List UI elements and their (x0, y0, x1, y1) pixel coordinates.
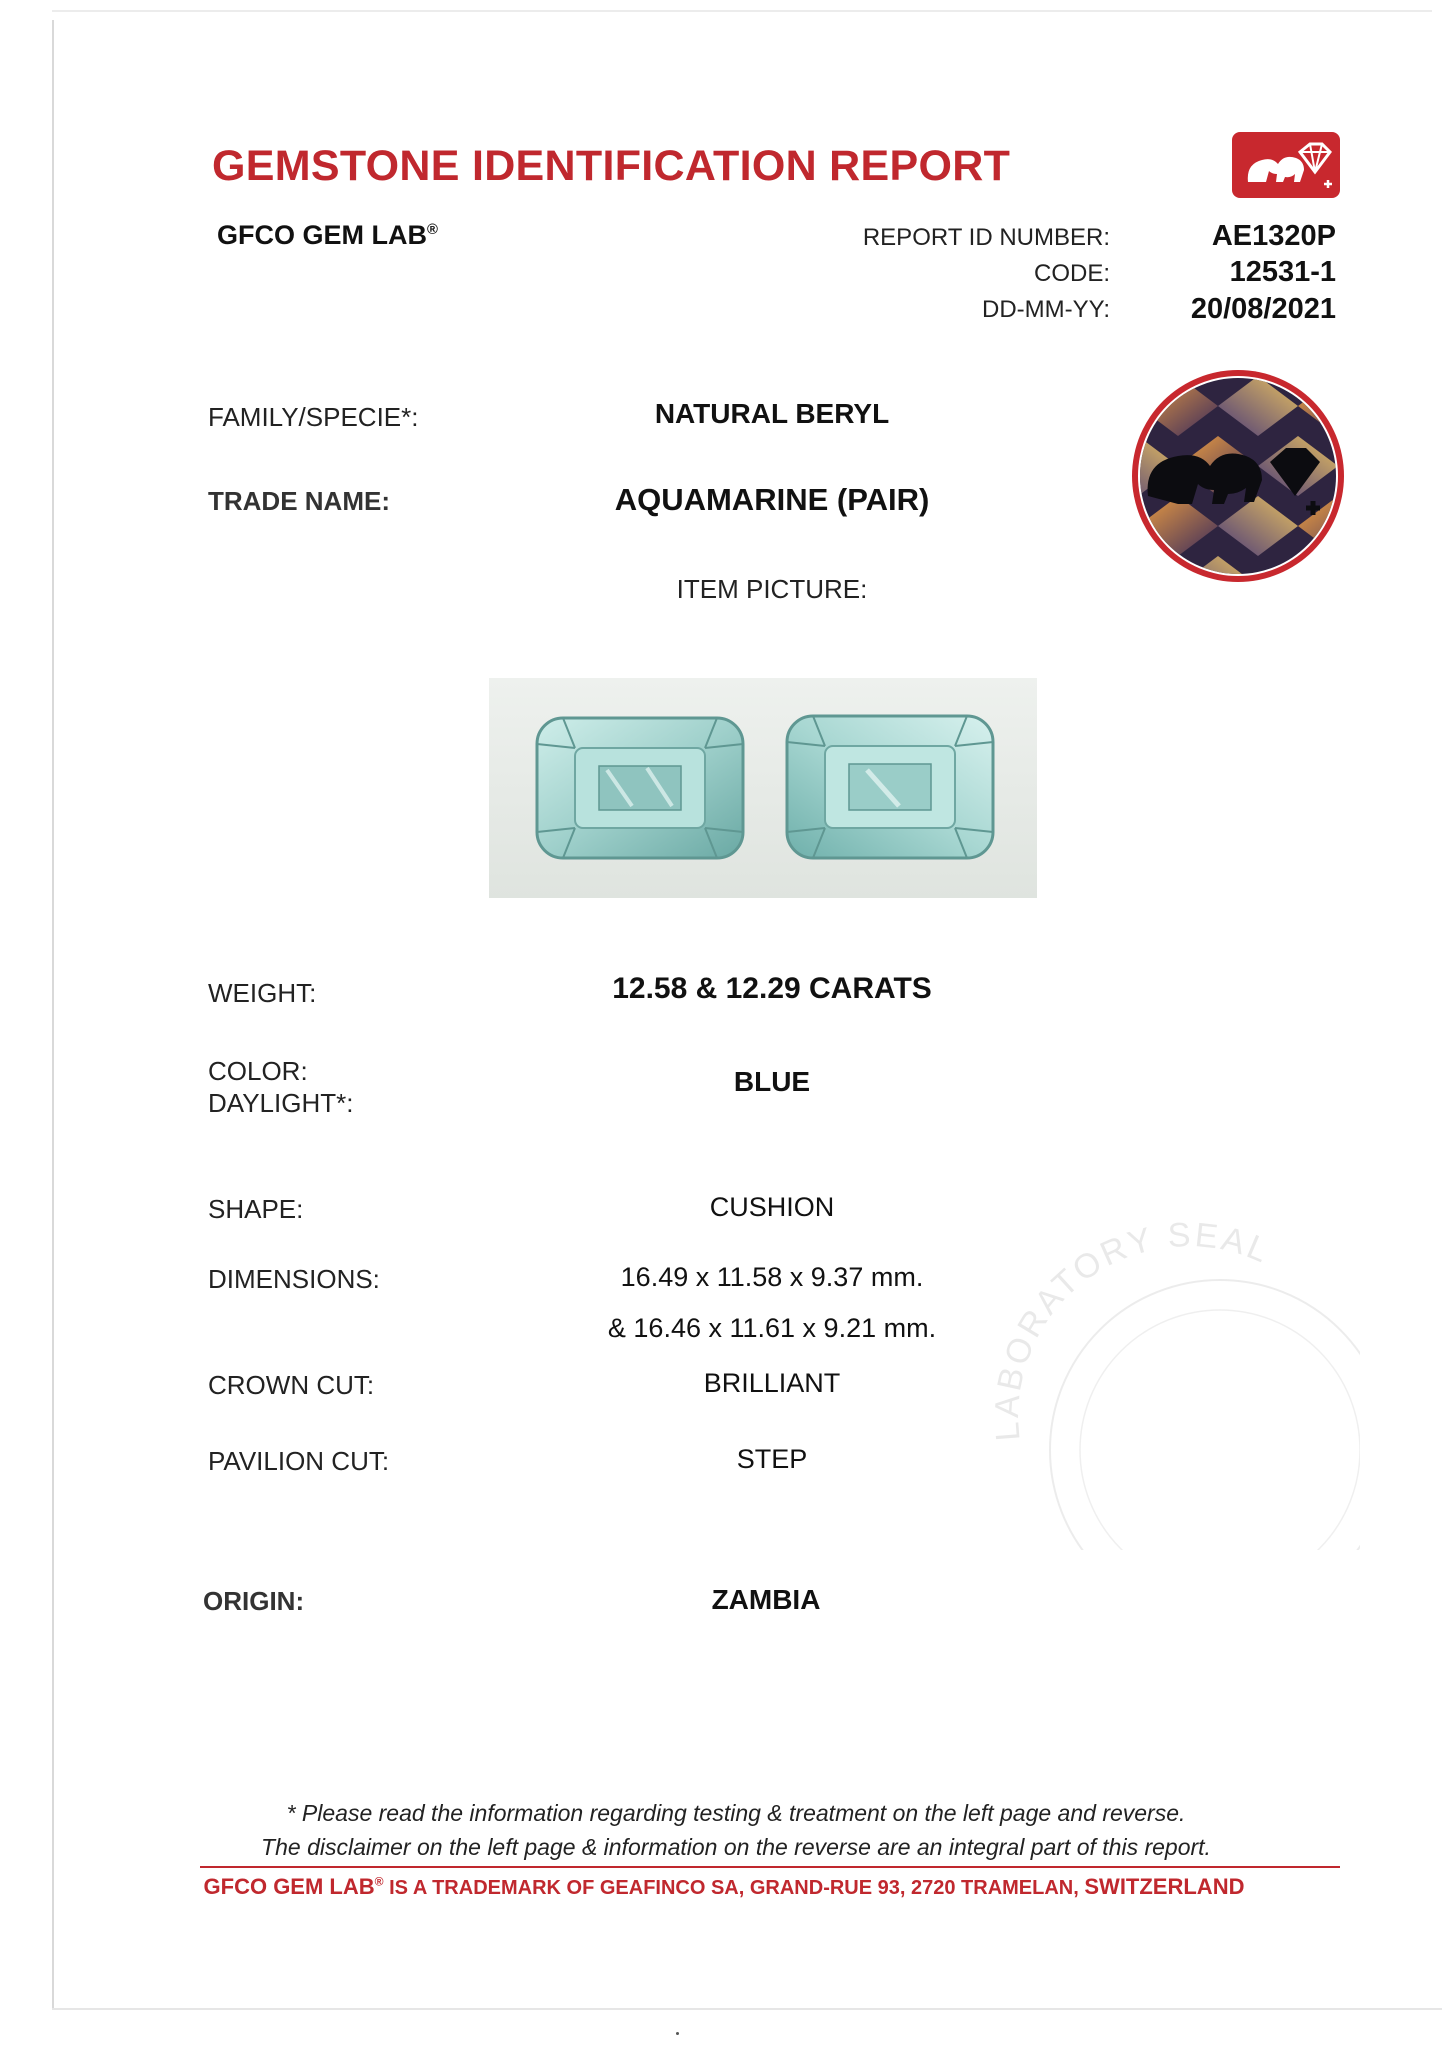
footer-lab-name: GFCO GEM LAB® (203, 1874, 384, 1899)
gem-pair-photo (489, 678, 1037, 898)
lab-name: GFCO GEM LAB® (217, 220, 438, 250)
shape-label: SHAPE: (208, 1194, 304, 1224)
report-id-label: REPORT ID NUMBER: (862, 224, 1110, 251)
origin-value: ZAMBIA (711, 1584, 821, 1615)
item-picture-label: ITEM PICTURE: (676, 574, 868, 604)
pavilion-cut-label: PAVILION CUT: (208, 1446, 390, 1476)
color-value: BLUE (733, 1066, 811, 1097)
page-top-edge (52, 10, 1432, 12)
note-line-2: The disclaimer on the left page & information on the reverse are an integral part of this report. (261, 1834, 1211, 1860)
report-id-value: AE1320P (1211, 220, 1336, 252)
color-label: COLOR: (208, 1056, 308, 1086)
crown-cut-label: CROWN CUT: (208, 1370, 375, 1400)
date-label: DD-MM-YY: (982, 296, 1110, 323)
code-label: CODE: (1033, 260, 1110, 287)
page-left-edge (52, 20, 54, 2010)
crown-cut-value: BRILLIANT (703, 1368, 841, 1398)
note-line-1: * Please read the information regarding testing & treatment on the left page and reverse. (286, 1800, 1186, 1826)
footer-rule (200, 1866, 1340, 1868)
weight-value: 12.58 & 12.29 CARATS (612, 972, 932, 1005)
seal-text: LABORATORY SEAL (987, 1215, 1277, 1443)
footer-trademark (0, 1874, 1448, 1900)
dimensions-label: DIMENSIONS: (208, 1264, 380, 1294)
shape-value: CUSHION (709, 1192, 835, 1222)
daylight-label: DAYLIGHT*: (208, 1088, 354, 1118)
trade-name-label: TRADE NAME: (208, 486, 390, 516)
date-value: 20/08/2021 (1190, 293, 1336, 325)
dimensions-value-2: & 16.46 x 11.61 x 9.21 mm. (607, 1313, 937, 1343)
footer-country: SWITZERLAND (1084, 1874, 1245, 1899)
dimensions-value-1: 16.49 x 11.58 x 9.37 mm. (620, 1262, 924, 1292)
hologram-seal-icon (1128, 366, 1348, 586)
laboratory-seal-watermark (960, 1190, 1360, 1550)
family-label: FAMILY/SPECIE*: (208, 402, 419, 432)
gem-left (537, 718, 743, 858)
elephant-diamond-logo-icon (1230, 130, 1342, 200)
report-title: GEMSTONE IDENTIFICATION REPORT (212, 142, 1011, 190)
footer-address: IS A TRADEMARK OF GEAFINCO SA, GRAND-RUE 93, 2720 TRAMELAN, (383, 1877, 1085, 1899)
trade-name-value: AQUAMARINE (PAIR) (614, 482, 930, 517)
svg-text:LABORATORY SEAL (988, 1216, 1277, 1443)
family-value: NATURAL BERYL (654, 398, 890, 429)
page-bottom-edge (52, 2008, 1442, 2010)
weight-label: WEIGHT: (208, 978, 317, 1008)
code-value: 12531-1 (1229, 256, 1336, 288)
scan-speck (676, 2032, 679, 2035)
pavilion-cut-value: STEP (736, 1444, 808, 1474)
gem-right (787, 716, 993, 858)
origin-label: ORIGIN: (203, 1586, 305, 1616)
